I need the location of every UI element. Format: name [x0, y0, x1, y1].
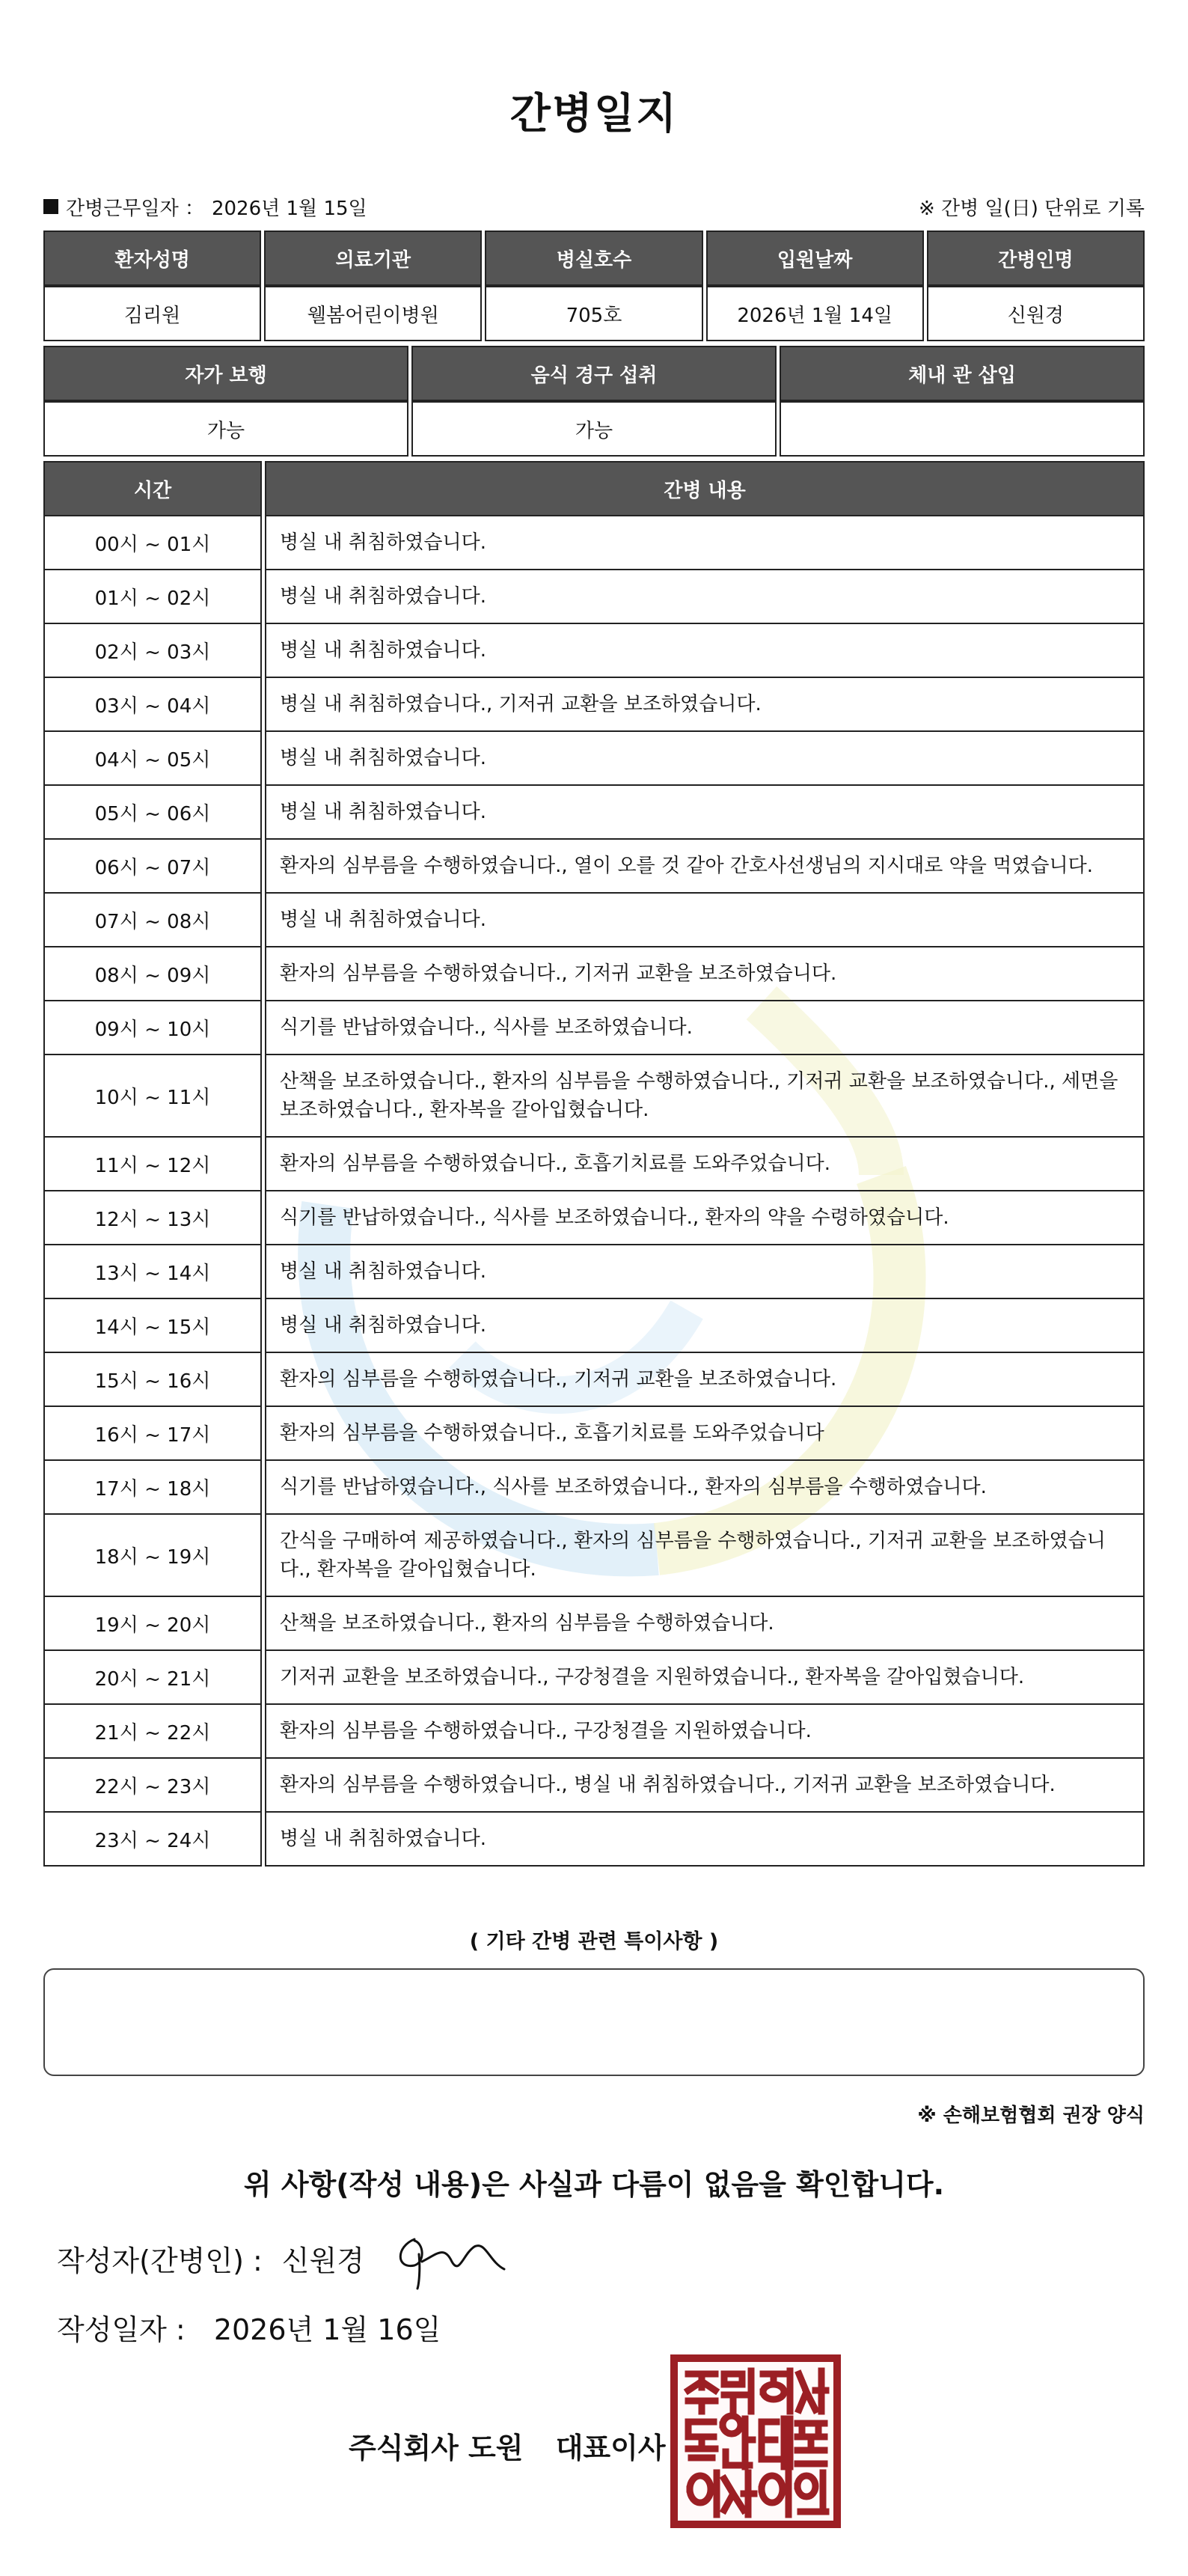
- table-row: [43, 624, 1145, 678]
- walking-status: 가능: [43, 401, 408, 457]
- record-unit-note: ※ 간병 일(日) 단위로 기록: [918, 197, 1145, 220]
- time-slot: 13시 ~ 14시: [43, 1245, 262, 1299]
- time-slot: 06시 ~ 07시: [43, 840, 262, 894]
- date-label: 작성일자 :: [57, 2313, 186, 2346]
- status-table: [40, 346, 1148, 457]
- time-slot: 19시 ~ 20시: [43, 1597, 262, 1651]
- care-content: 간식을 구매하여 제공하였습니다., 환자의 심부름을 수행하였습니다., 기저귀 교환을 보조하였습니다., 환자복을 갈아입혔습니다.: [265, 1515, 1145, 1597]
- time-slot: 01시 ~ 02시: [43, 570, 262, 624]
- care-content: 식기를 반납하였습니다., 식사를 보조하였습니다., 환자의 심부름을 수행하였습니다.: [265, 1461, 1145, 1515]
- care-content: 환자의 심부름을 수행하였습니다., 열이 오를 것 같아 간호사선생님의 지시대로 약을 먹였습니다.: [265, 840, 1145, 894]
- time-slot: 17시 ~ 18시: [43, 1461, 262, 1515]
- care-content: 환자의 심부름을 수행하였습니다., 기저귀 교환을 보조하였습니다.: [265, 1353, 1145, 1407]
- patient-name: 김리원: [43, 286, 261, 341]
- care-content: 병실 내 취침하였습니다.: [265, 516, 1145, 570]
- care-content: 병실 내 취침하였습니다.: [265, 570, 1145, 624]
- care-content: 병실 내 취침하였습니다.: [265, 732, 1145, 786]
- time-slot: 03시 ~ 04시: [43, 678, 262, 732]
- table-row: [43, 516, 1145, 570]
- table-row: [43, 1759, 1145, 1813]
- care-content: 병실 내 취침하였습니다.: [265, 1245, 1145, 1299]
- table-row: [43, 1597, 1145, 1651]
- page-title: 간병일지: [509, 90, 679, 138]
- table-row: [43, 1299, 1145, 1353]
- time-slot: 21시 ~ 22시: [43, 1705, 262, 1759]
- time-slot: 04시 ~ 05시: [43, 732, 262, 786]
- care-content: 병실 내 취침하였습니다.: [265, 786, 1145, 840]
- time-slot: 15시 ~ 16시: [43, 1353, 262, 1407]
- care-content: 병실 내 취침하였습니다.: [265, 1299, 1145, 1353]
- table-row: [43, 1191, 1145, 1245]
- remarks-box: [43, 1968, 1145, 2076]
- header-caregiver: 간병인명: [927, 231, 1145, 286]
- oral-intake-status: 가능: [411, 401, 777, 457]
- time-slot: 14시 ~ 15시: [43, 1299, 262, 1353]
- table-row: [43, 678, 1145, 732]
- header-room: 병실호수: [485, 231, 702, 286]
- table-row: [43, 1245, 1145, 1299]
- table-row: [43, 1353, 1145, 1407]
- time-slot: 02시 ~ 03시: [43, 624, 262, 678]
- table-row: [43, 1813, 1145, 1867]
- work-date-value: 2026년 1월 15일: [211, 197, 367, 220]
- meta-bar: [43, 192, 1145, 222]
- time-slot: 07시 ~ 08시: [43, 894, 262, 947]
- time-slot: 16시 ~ 17시: [43, 1407, 262, 1461]
- care-content: 병실 내 취침하였습니다., 기저귀 교환을 보조하였습니다.: [265, 678, 1145, 732]
- status-header-row: [43, 346, 1145, 401]
- table-row: [43, 840, 1145, 894]
- care-content: 환자의 심부름을 수행하였습니다., 호흡기치료를 도와주었습니다: [265, 1407, 1145, 1461]
- time-slot: 23시 ~ 24시: [43, 1813, 262, 1867]
- writer-line: [57, 2238, 364, 2279]
- care-content: 환자의 심부름을 수행하였습니다., 기저귀 교환을 보조하였습니다.: [265, 947, 1145, 1001]
- header-oral-intake: 음식 경구 섭취: [411, 346, 777, 401]
- care-content: 식기를 반납하였습니다., 식사를 보조하였습니다., 환자의 약을 수령하였습니다.: [265, 1191, 1145, 1245]
- table-row: [43, 947, 1145, 1001]
- table-row: [43, 570, 1145, 624]
- header-institution: 의료기관: [264, 231, 482, 286]
- company-line: [349, 2425, 666, 2466]
- header-tube-insertion: 체내 관 삽입: [780, 346, 1145, 401]
- care-content: 환자의 심부름을 수행하였습니다., 구강청결을 지원하였습니다.: [265, 1705, 1145, 1759]
- care-content: 산책을 보조하였습니다., 환자의 심부름을 수행하였습니다.: [265, 1597, 1145, 1651]
- room-number: 705호: [485, 286, 702, 341]
- admission-date: 2026년 1월 14일: [706, 286, 924, 341]
- table-row: [43, 1705, 1145, 1759]
- work-date-label: 간병근무일자 ：: [66, 197, 204, 220]
- caregiver-name: 신원경: [927, 286, 1145, 341]
- institution: 웰봄어린이병원: [264, 286, 482, 341]
- care-content: 환자의 심부름을 수행하였습니다., 병실 내 취침하였습니다., 기저귀 교환을 보조하였습니다.: [265, 1759, 1145, 1813]
- patient-info-value-row: [43, 286, 1145, 341]
- care-content: 병실 내 취침하였습니다.: [265, 624, 1145, 678]
- time-slot: 00시 ~ 01시: [43, 516, 262, 570]
- company-name: 주식회사 도원: [349, 2432, 524, 2464]
- remarks-title: ( 기타 간병 관련 특이사항 ): [469, 1930, 719, 1953]
- time-slot: 10시 ~ 11시: [43, 1055, 262, 1138]
- header-time: 시간: [43, 461, 262, 516]
- care-content: 산책을 보조하였습니다., 환자의 심부름을 수행하였습니다., 기저귀 교환을 보조하였습니다., 세면을 보조하였습니다., 환자복을 갈아입혔습니다.: [265, 1055, 1145, 1138]
- care-content: 식기를 반납하였습니다., 식사를 보조하였습니다.: [265, 1001, 1145, 1055]
- time-slot: 22시 ~ 23시: [43, 1759, 262, 1813]
- company-title: 대표이사: [555, 2432, 666, 2464]
- care-content: 환자의 심부름을 수행하였습니다., 호흡기치료를 도와주었습니다.: [265, 1138, 1145, 1191]
- care-content: 기저귀 교환을 보조하였습니다., 구강청결을 지원하였습니다., 환자복을 갈아입혔습니다.: [265, 1651, 1145, 1705]
- recommend-note: ※ 손해보험협회 권장 양식: [917, 2105, 1145, 2127]
- written-date-line: [57, 2307, 441, 2348]
- time-slot: 11시 ~ 12시: [43, 1138, 262, 1191]
- time-slot: 05시 ~ 06시: [43, 786, 262, 840]
- table-row: [43, 1515, 1145, 1597]
- writer-name: 신원경: [281, 2244, 364, 2277]
- status-value-row: [43, 401, 1145, 457]
- table-row: [43, 1407, 1145, 1461]
- writer-label: 작성자(간병인) :: [57, 2244, 263, 2277]
- care-content: 병실 내 취침하였습니다.: [265, 1813, 1145, 1867]
- header-admission-date: 입원날짜: [706, 231, 924, 286]
- table-row: [43, 786, 1145, 840]
- square-bullet-icon: [43, 199, 58, 214]
- tube-insertion-status: [780, 401, 1145, 457]
- document-page: [43, 0, 1145, 2576]
- table-row: [43, 1461, 1145, 1515]
- table-row: [43, 1138, 1145, 1191]
- care-content: 병실 내 취침하였습니다.: [265, 894, 1145, 947]
- table-row: [43, 1651, 1145, 1705]
- table-row: [43, 1055, 1145, 1138]
- time-slot: 12시 ~ 13시: [43, 1191, 262, 1245]
- seal-glyphs: [678, 2362, 833, 2521]
- signature-image: [392, 2224, 527, 2292]
- time-slot: 08시 ~ 09시: [43, 947, 262, 1001]
- header-walking: 자가 보행: [43, 346, 408, 401]
- company-seal-stamp: [670, 2354, 841, 2528]
- patient-info-table: [40, 231, 1148, 341]
- header-care-content: 간병 내용: [265, 461, 1145, 516]
- time-slot: 20시 ~ 21시: [43, 1651, 262, 1705]
- table-row: [43, 894, 1145, 947]
- header-patient-name: 환자성명: [43, 231, 261, 286]
- work-date: [43, 193, 367, 221]
- confirm-statement: 위 사항(작성 내용)은 사실과 다름이 없음을 확인합니다.: [243, 2168, 945, 2201]
- time-slot: 09시 ~ 10시: [43, 1001, 262, 1055]
- date-value: 2026년 1월 16일: [213, 2313, 441, 2346]
- care-log-table: [40, 461, 1148, 1867]
- patient-info-header-row: [43, 231, 1145, 286]
- care-log-header-row: [43, 461, 1145, 516]
- time-slot: 18시 ~ 19시: [43, 1515, 262, 1597]
- table-row: [43, 732, 1145, 786]
- table-row: [43, 1001, 1145, 1055]
